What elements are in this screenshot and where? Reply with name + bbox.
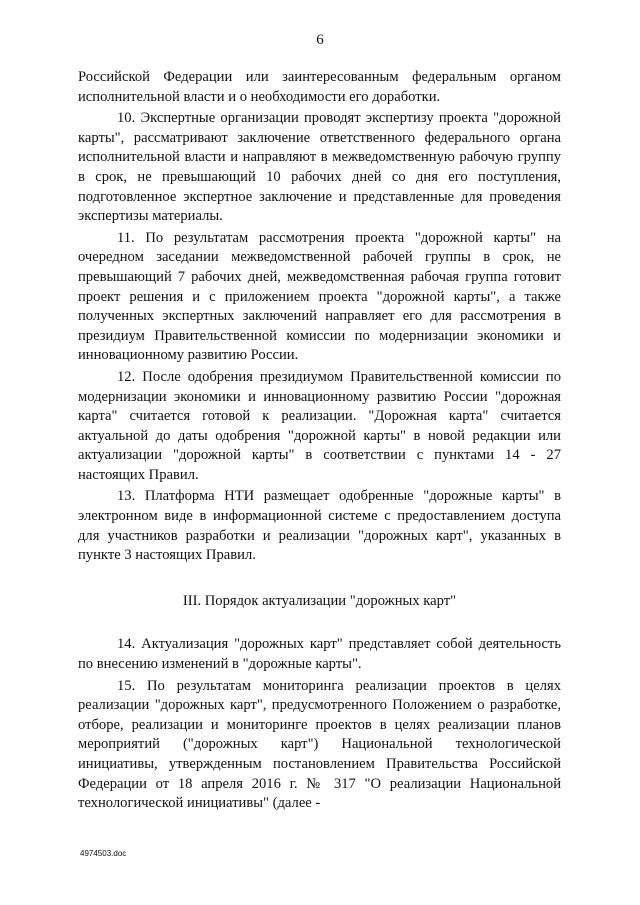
- document-body: [78, 68, 561, 814]
- page-number: 6: [316, 32, 324, 48]
- paragraph-10: 10. Экспертные организации проводят экспертизу проекта "дорожной карты", рассматривают заключение ответственного федерального органа исполнительной власти и направляют в межведомственную рабочую группу в срок, не превышающий 10 рабочих дней со дня его поступления, подготовленное экспертное заключение и представленные для проведения экспертизы материалы.: [78, 110, 561, 225]
- paragraph-14: 14. Актуализация "дорожных карт" представляет собой деятельность по внесению изменений в "дорожные карты".: [78, 636, 561, 673]
- paragraph-13: 13. Платформа НТИ размещает одобренные "дорожные карты" в электронном виде в информационной системе с предоставлением доступа для участников разработки и реализации "дорожных карт", указанных в пункте 3 настоящих Правил.: [78, 488, 561, 564]
- paragraph-15: 15. По результатам мониторинга реализации проектов в целях реализации "дорожных карт", предусмотренного Положением о разработке, отборе, реализации и мониторинге проектов в целях реализации планов мероприятий ("дорожных карт") Национальной технологической инициативы, утвержденным постановлением Правительства Российской Федерации от 18 апреля 2016 г. № 317 "О реализации Национальной технологической инициативы" (далее -: [78, 677, 561, 812]
- paragraph-continuation: Российской Федерации или заинтересованным федеральным органом исполнительной власти и о необходимости его доработки.: [78, 69, 561, 105]
- section-heading: III. Порядок актуализации "дорожных карт": [182, 592, 457, 609]
- paragraph-11: 11. По результатам рассмотрения проекта "дорожной карты" на очередном заседании межведомственной рабочей группы в срок, не превышающий 7 рабочих дней, межведомственная рабочая группа готовит проект решения и с приложением проекта "дорожной карты", а также полученных экспертных заключений направляет его для рассмотрения в президиум Правительственной комиссии по модернизации экономики и инновационному развитию России.: [78, 229, 561, 364]
- paragraph-12: 12. После одобрения президиумом Правительственной комиссии по модернизации экономики и инновационному развитию России "дорожная карта" считается готовой к реализации. "Дорожная карта" считается актуальной до даты одобрения "дорожной карты" в новой редакции или актуализации "дорожной карты" в соответствии с пунктами 14 - 27 настоящих Правил.: [78, 368, 561, 483]
- document-footer: 4974503.doc: [80, 849, 127, 858]
